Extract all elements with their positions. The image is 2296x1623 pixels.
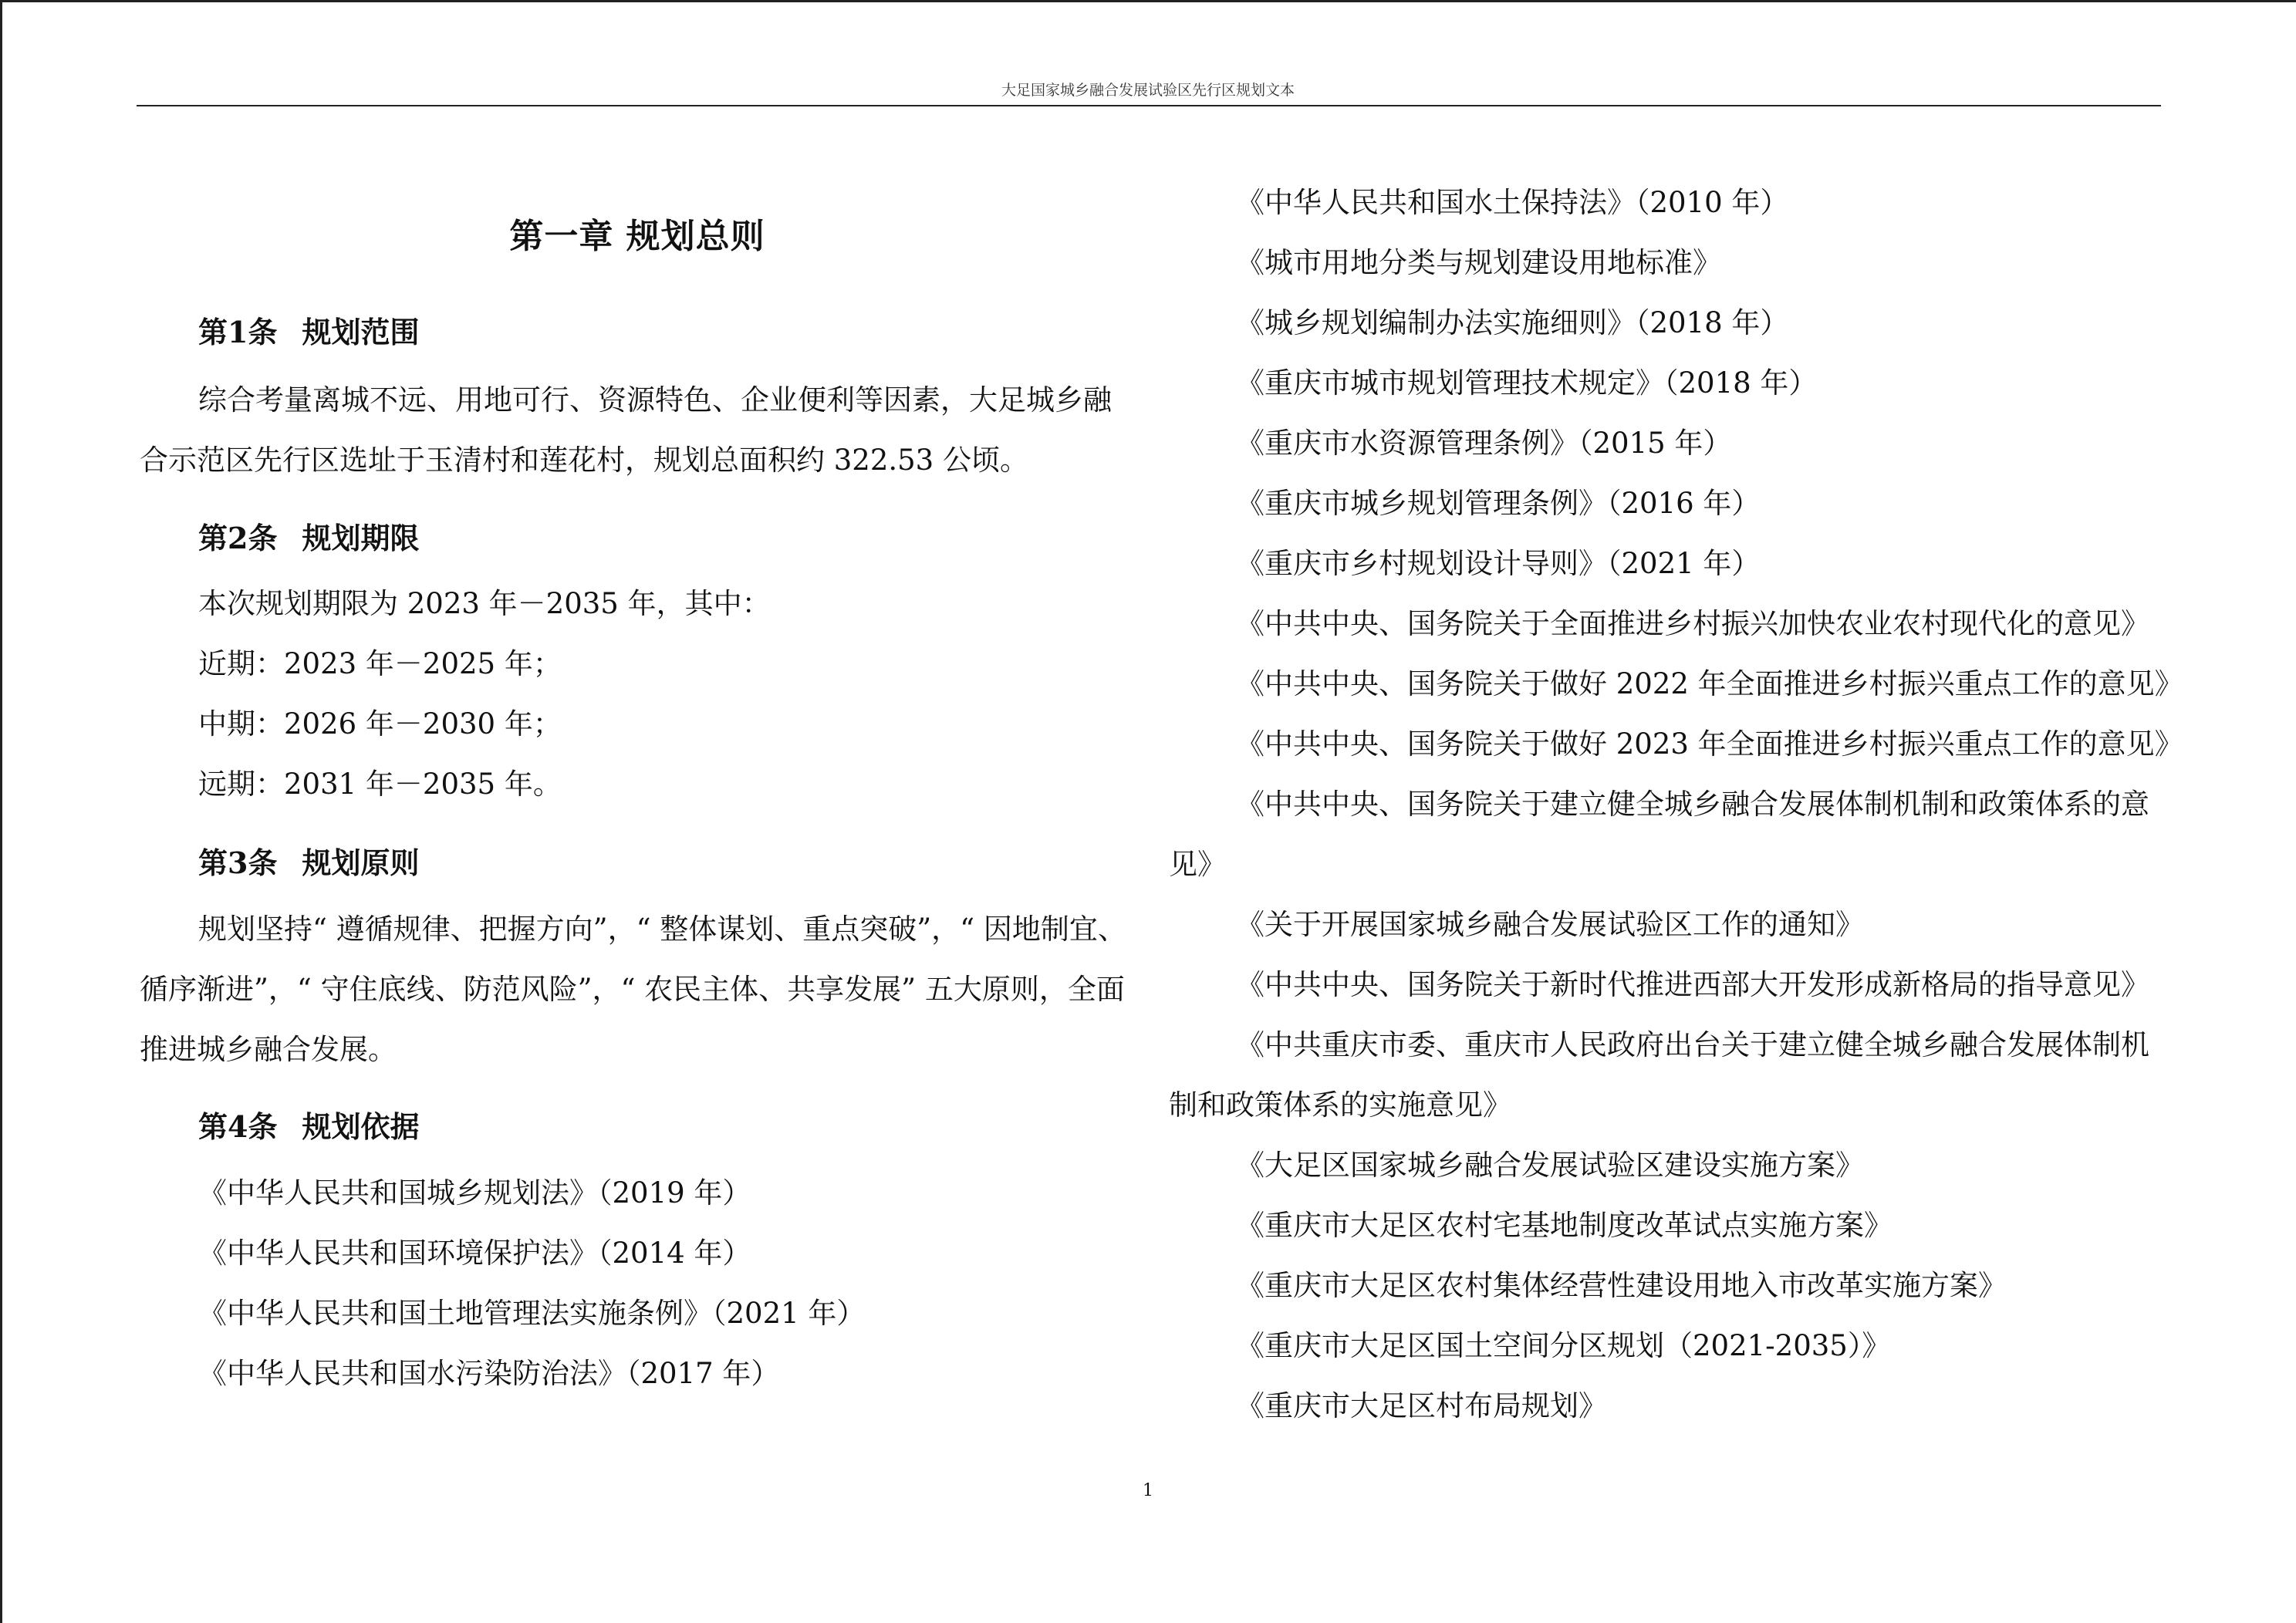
paragraph-line: 循序渐进”，“ 守住底线、防范风险”，“ 农民主体、共享发展” 五大原则，全面 bbox=[140, 973, 1125, 1006]
article-title: 规划期限 bbox=[302, 521, 420, 555]
reference-item: 《重庆市城乡规划管理条例》（2016 年） bbox=[1236, 487, 1761, 520]
reference-item: 《重庆市大足区农村集体经营性建设用地入市改革实施方案》 bbox=[1236, 1269, 2007, 1302]
reference-item: 《重庆市大足区农村宅基地制度改革试点实施方案》 bbox=[1236, 1209, 1893, 1242]
reference-item: 《重庆市水资源管理条例》（2015 年） bbox=[1236, 427, 1732, 460]
article-3-heading bbox=[198, 839, 419, 882]
paragraph-line: 本次规划期限为 2023 年－2035 年，其中： bbox=[198, 587, 771, 620]
article-number: 第1条 bbox=[198, 315, 278, 349]
reference-item: 《中华人民共和国城乡规划法》（2019 年） bbox=[198, 1176, 751, 1210]
paragraph-line: 近期：2023 年－2025 年； bbox=[198, 647, 562, 680]
reference-item: 《城市用地分类与规划建设用地标准》 bbox=[1236, 246, 1721, 279]
reference-item: 《城乡规划编制办法实施细则》（2018 年） bbox=[1236, 306, 1789, 339]
article-1-heading bbox=[198, 309, 419, 351]
article-number: 第3条 bbox=[198, 845, 278, 880]
article-4-heading bbox=[198, 1103, 419, 1146]
article-title: 规划依据 bbox=[302, 1109, 420, 1144]
reference-item: 《中共重庆市委、重庆市人民政府出台关于建立健全城乡融合发展体制机 bbox=[1236, 1028, 2149, 1061]
reference-item: 《中华人民共和国水土保持法》（2010 年） bbox=[1236, 186, 1789, 219]
reference-item: 《中华人民共和国环境保护法》（2014 年） bbox=[198, 1237, 751, 1270]
paragraph-line: 中期：2026 年－2030 年； bbox=[198, 707, 562, 741]
reference-item: 《中华人民共和国土地管理法实施条例》（2021 年） bbox=[198, 1297, 866, 1330]
reference-item: 《中共中央、国务院关于做好 2022 年全面推进乡村振兴重点工作的意见》 bbox=[1236, 667, 2183, 700]
paragraph-line: 综合考量离城不远、用地可行、资源特色、企业便利等因素，大足城乡融 bbox=[198, 383, 1112, 417]
paragraph-line: 远期：2031 年－2035 年。 bbox=[198, 768, 562, 801]
reference-item: 《中共中央、国务院关于新时代推进西部大开发形成新格局的指导意见》 bbox=[1236, 968, 2149, 1001]
reference-item: 《重庆市乡村规划设计导则》（2021 年） bbox=[1236, 547, 1761, 580]
reference-item: 《中共中央、国务院关于全面推进乡村振兴加快农业农村现代化的意见》 bbox=[1236, 607, 2149, 640]
running-header: 大足国家城乡融合发展试验区先行区规划文本 bbox=[1001, 82, 1295, 99]
article-2-heading bbox=[198, 515, 419, 557]
paragraph-line: 推进城乡融合发展。 bbox=[140, 1033, 397, 1066]
article-number: 第2条 bbox=[198, 521, 278, 555]
reference-item: 《中共中央、国务院关于做好 2023 年全面推进乡村振兴重点工作的意见》 bbox=[1236, 727, 2183, 761]
article-number: 第4条 bbox=[198, 1109, 278, 1144]
paragraph-line: 合示范区先行区选址于玉清村和莲花村，规划总面积约 322.53 公顷。 bbox=[140, 444, 1028, 477]
reference-item: 《重庆市大足区国土空间分区规划（2021-2035）》 bbox=[1236, 1329, 1891, 1362]
reference-item: 《中华人民共和国水污染防治法》（2017 年） bbox=[198, 1357, 780, 1390]
reference-item: 《重庆市大足区村布局规划》 bbox=[1236, 1389, 1607, 1422]
reference-item: 《重庆市城市规划管理技术规定》（2018 年） bbox=[1236, 366, 1818, 400]
header-rule bbox=[137, 105, 2161, 106]
reference-item-continuation: 制和政策体系的实施意见》 bbox=[1169, 1088, 1511, 1122]
reference-item-continuation: 见》 bbox=[1169, 848, 1226, 881]
paragraph-line: 规划坚持“ 遵循规律、把握方向”，“ 整体谋划、重点突破”，“ 因地制宜、 bbox=[198, 913, 1126, 946]
page-number: 1 bbox=[1143, 1481, 1153, 1500]
reference-item: 《中共中央、国务院关于建立健全城乡融合发展体制机制和政策体系的意 bbox=[1236, 788, 2149, 821]
article-title: 规划范围 bbox=[302, 315, 420, 349]
chapter-title: 第一章 规划总则 bbox=[509, 217, 765, 256]
reference-item: 《关于开展国家城乡融合发展试验区工作的通知》 bbox=[1236, 908, 1864, 941]
article-title: 规划原则 bbox=[302, 845, 420, 880]
reference-item: 《大足区国家城乡融合发展试验区建设实施方案》 bbox=[1236, 1149, 1864, 1182]
